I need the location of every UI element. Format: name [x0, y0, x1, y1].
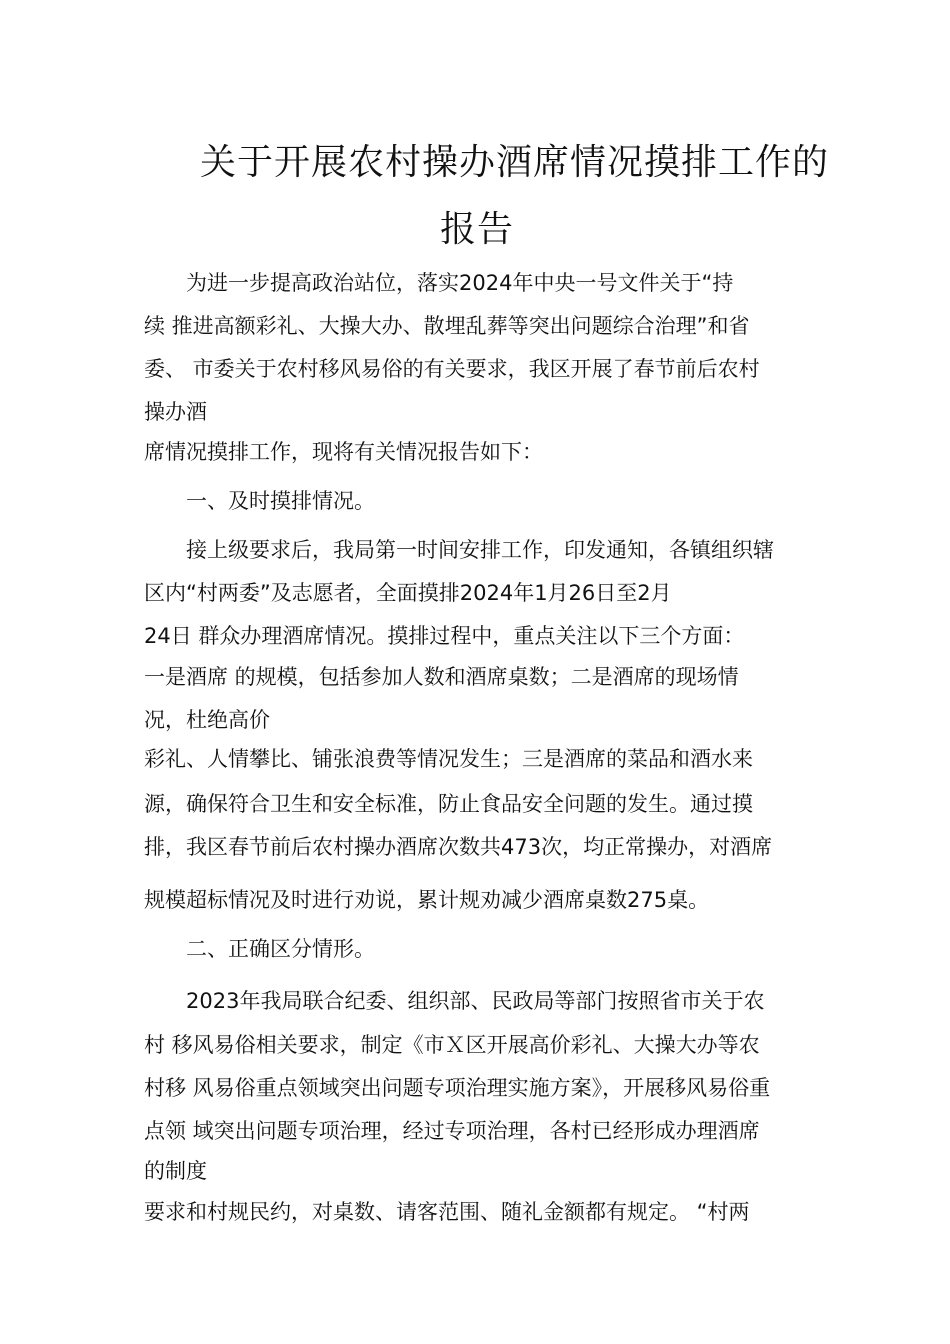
body-line: 2023年我局联合纪委、组织部、民政局等部门按照省市关于农	[186, 989, 765, 1013]
body-line: 24日 群众办理酒席情况。摸排过程中，重点关注以下三个方面：	[144, 624, 745, 648]
body-line: 彩礼、人情攀比、铺张浪费等情况发生；三是酒席的菜品和酒水来	[144, 747, 753, 771]
body-line: 区内“村两委”及志愿者，全面摸排2024年1月26日至2月	[144, 581, 672, 605]
body-line: 村 移风易俗相关要求，制定《市Ｘ区开展高价彩礼、大操大办等农	[144, 1033, 760, 1057]
body-line: 排，我区春节前后农村操办酒席次数共473次，均正常操办，对酒席	[144, 835, 773, 859]
body-line: 要求和村规民约，对桌数、请客范围、随礼金额都有规定。 “村两	[144, 1200, 750, 1224]
title-line-1: 关于开展农村操办酒席情况摸排工作的	[200, 142, 830, 183]
body-line: 操办酒	[144, 400, 207, 424]
body-line: 规模超标情况及时进行劝说，累计规劝减少酒席桌数275桌。	[144, 888, 710, 912]
body-line: 况，杜绝高价	[144, 708, 270, 732]
body-line: 的制度	[144, 1159, 207, 1183]
body-line: 委、 市委关于农村移风易俗的有关要求，我区开展了春节前后农村	[144, 357, 760, 381]
body-line: 接上级要求后，我局第一时间安排工作，印发通知，各镇组织辖	[186, 538, 774, 562]
body-line: 一是酒席 的规模，包括参加人数和酒席桌数；二是酒席的现场情	[144, 665, 739, 689]
section-heading: 二、正确区分情形。	[186, 937, 375, 961]
body-line: 席情况摸排工作，现将有关情况报告如下：	[144, 440, 543, 464]
body-line: 村移 风易俗重点领域突出问题专项治理实施方案》，开展移风易俗重	[144, 1076, 771, 1100]
body-line: 为进一步提高政治站位，落实2024年中央一号文件关于“持	[186, 271, 734, 295]
body-line: 源，确保符合卫生和安全标准，防止食品安全问题的发生。通过摸	[144, 792, 753, 816]
title-line-2: 报告	[440, 209, 515, 250]
section-heading: 一、及时摸排情况。	[186, 489, 375, 513]
body-line: 点领 域突出问题专项治理，经过专项治理，各村已经形成办理酒席	[144, 1119, 760, 1143]
body-line: 续 推进高额彩礼、大操大办、散埋乱葬等突出问题综合治理”和省	[144, 314, 750, 338]
